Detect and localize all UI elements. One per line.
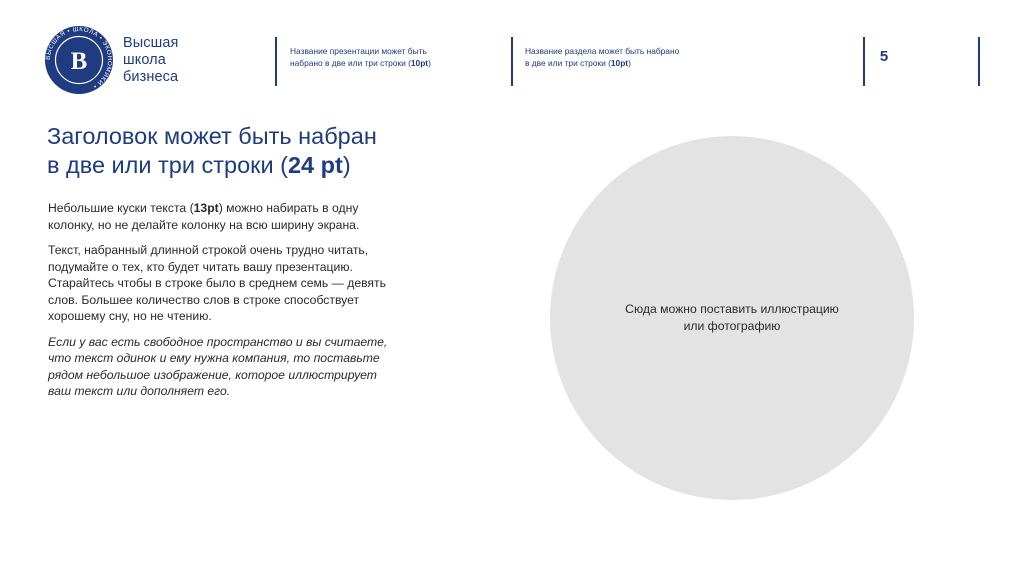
page-number: 5	[879, 48, 889, 65]
image-placeholder	[550, 136, 914, 500]
slide-title-line-2: в две или три строки (24 pt)	[47, 152, 351, 178]
header-divider	[275, 37, 277, 86]
slide-title	[47, 122, 377, 180]
presentation-title-line-1: Название презентации может быть	[290, 46, 427, 56]
presentation-title-line-2: набрано в две или три строки (10pt)	[290, 58, 431, 68]
section-title	[525, 45, 679, 69]
emblem-ring-text: ВЫСШАЯ • ШКОЛА • ЭКОНОМИКИ •	[44, 25, 114, 90]
logo-line-3: бизнеса	[123, 68, 179, 85]
paragraph-3: Если у вас есть свободное пространство и вы считаете, что текст одинок и ему нужна компания, то поставьте рядом небольшое изображение, которое иллюстрирует ваш текст или дополняет его.	[48, 334, 388, 398]
image-placeholder-line-1: Сюда можно поставить иллюстрацию	[625, 302, 839, 316]
logo-line-2: школа	[123, 51, 166, 68]
header-divider	[511, 37, 513, 86]
image-placeholder-line-2: или фотографию	[683, 319, 781, 333]
section-title-line-1: Название раздела может быть набрано	[525, 46, 680, 56]
header-divider	[978, 37, 980, 86]
body-text	[48, 200, 428, 409]
hse-emblem-icon	[44, 25, 114, 95]
logo-line-1: Высшая	[123, 34, 179, 51]
header-divider	[863, 37, 865, 86]
paragraph-1: Небольшие куски текста (13pt) можно набирать в одну колонку, но не делайте колонку на всю ширину экрана.	[48, 201, 360, 232]
paragraph-2: Текст, набранный длинной строкой очень трудно читать, подумайте о тех, кто будет читать вашу презентацию. Старайтесь чтобы в строке было в среднем семь — девять слов. Большее количество слов в строке способствует хорошему сну, но не чтению.	[48, 243, 386, 323]
section-title-line-2: в две или три строки (10pt)	[525, 58, 631, 68]
presentation-title	[290, 45, 431, 69]
logo-wordmark	[123, 35, 179, 86]
hse-logo	[44, 25, 179, 95]
slide-title-line-1: Заголовок может быть набран	[47, 123, 377, 149]
emblem-letter: В	[70, 48, 88, 75]
